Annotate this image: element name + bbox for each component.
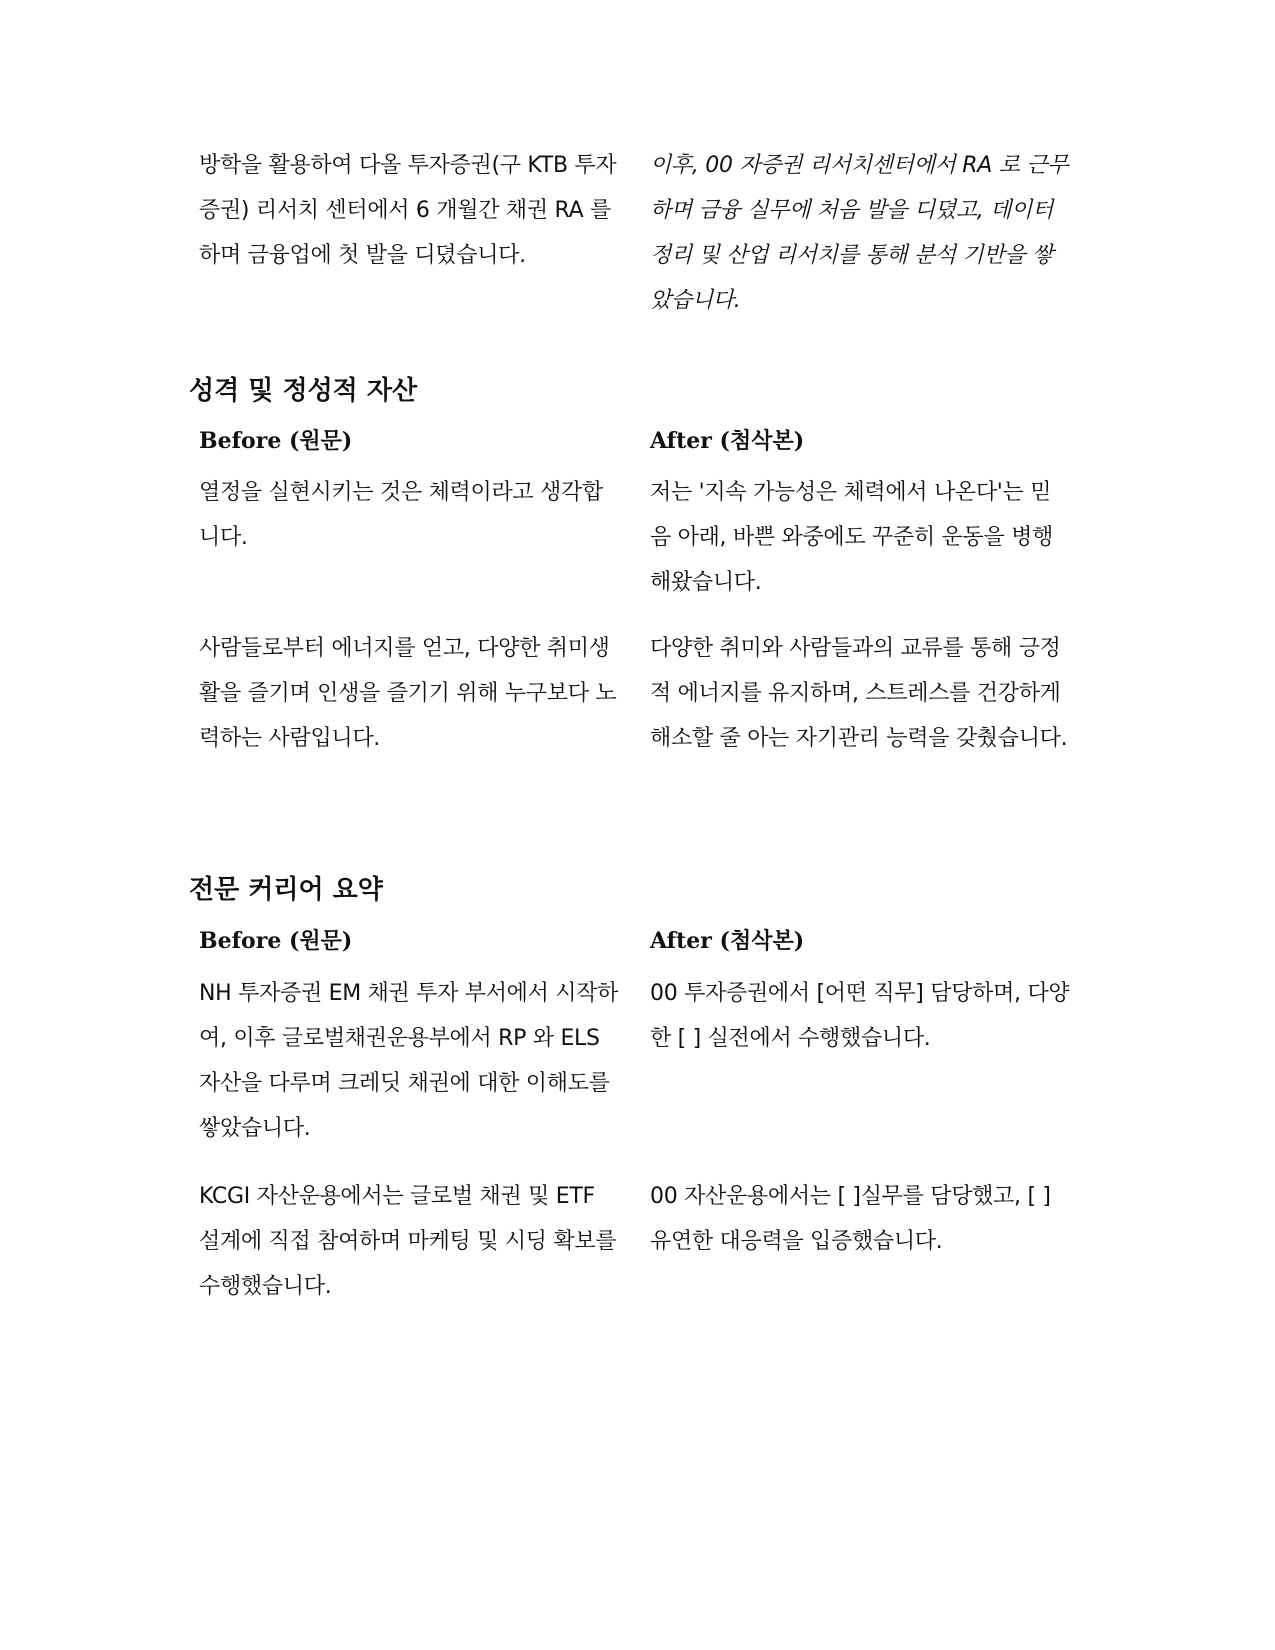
section-title-personality: 성격 및 정성적 자산	[189, 376, 418, 406]
section2-row2-before: KCGI 자산운용에서는 글로벌 채권 및 ETF 설계에 직접 참여하며 마케팅 및 시딩 확보를 수행했습니다.	[199, 1184, 617, 1299]
intro-after-text: 이후, 00 자증권 리서치센터에서 RA 로 근무하며 금융 실무에 처음 발을 디뎠고, 데이터 정리 및 산업 리서치를 통해 분석 기반을 쌓았습니다.	[650, 153, 1069, 313]
section2-row1-before: NH 투자증권 EM 채권 투자 부서에서 시작하여, 이후 글로벌채권운용부에서 RP 와 ELS 자산을 다루며 크레딧 채권에 대한 이해도를 쌓았습니다.	[199, 981, 619, 1141]
section1-row2-after: 다양한 취미와 사람들과의 교류를 통해 긍정적 에너지를 유지하며, 스트레스를 건강하게 해소할 줄 아는 자기관리 능력을 갖췄습니다.	[650, 636, 1068, 751]
before-column-header: Before (원문)	[199, 428, 353, 454]
section1-row1-after: 저는 '지속 가능성은 체력에서 나온다'는 믿음 아래, 바쁜 와중에도 꾸준히 운동을 병행해왔습니다.	[650, 480, 1054, 595]
section1-row2-before: 사람들로부터 에너지를 얻고, 다양한 취미생활을 즐기며 인생을 즐기기 위해 누구보다 노력하는 사람입니다.	[199, 636, 617, 751]
section-title-career-summary: 전문 커리어 요약	[189, 875, 383, 905]
after-column-header: After (첨삭본)	[650, 928, 805, 954]
section1-row1-before: 열정을 실현시키는 것은 체력이라고 생각합니다.	[199, 480, 603, 550]
before-column-header: Before (원문)	[199, 928, 353, 954]
after-column-header: After (첨삭본)	[650, 428, 805, 454]
section2-row1-after: 00 투자증권에서 [어떤 직무] 담당하며, 다양한 [ ] 실전에서 수행했습니다.	[650, 981, 1070, 1051]
intro-before-text: 방학을 활용하여 다올 투자증권(구 KTB 투자증권) 리서치 센터에서 6 개월간 채권 RA 를 하며 금융업에 첫 발을 디뎠습니다.	[199, 153, 617, 268]
section2-row2-after: 00 자산운용에서는 [ ]실무를 담당했고, [ ]유연한 대응력을 입증했습니다.	[650, 1184, 1051, 1254]
